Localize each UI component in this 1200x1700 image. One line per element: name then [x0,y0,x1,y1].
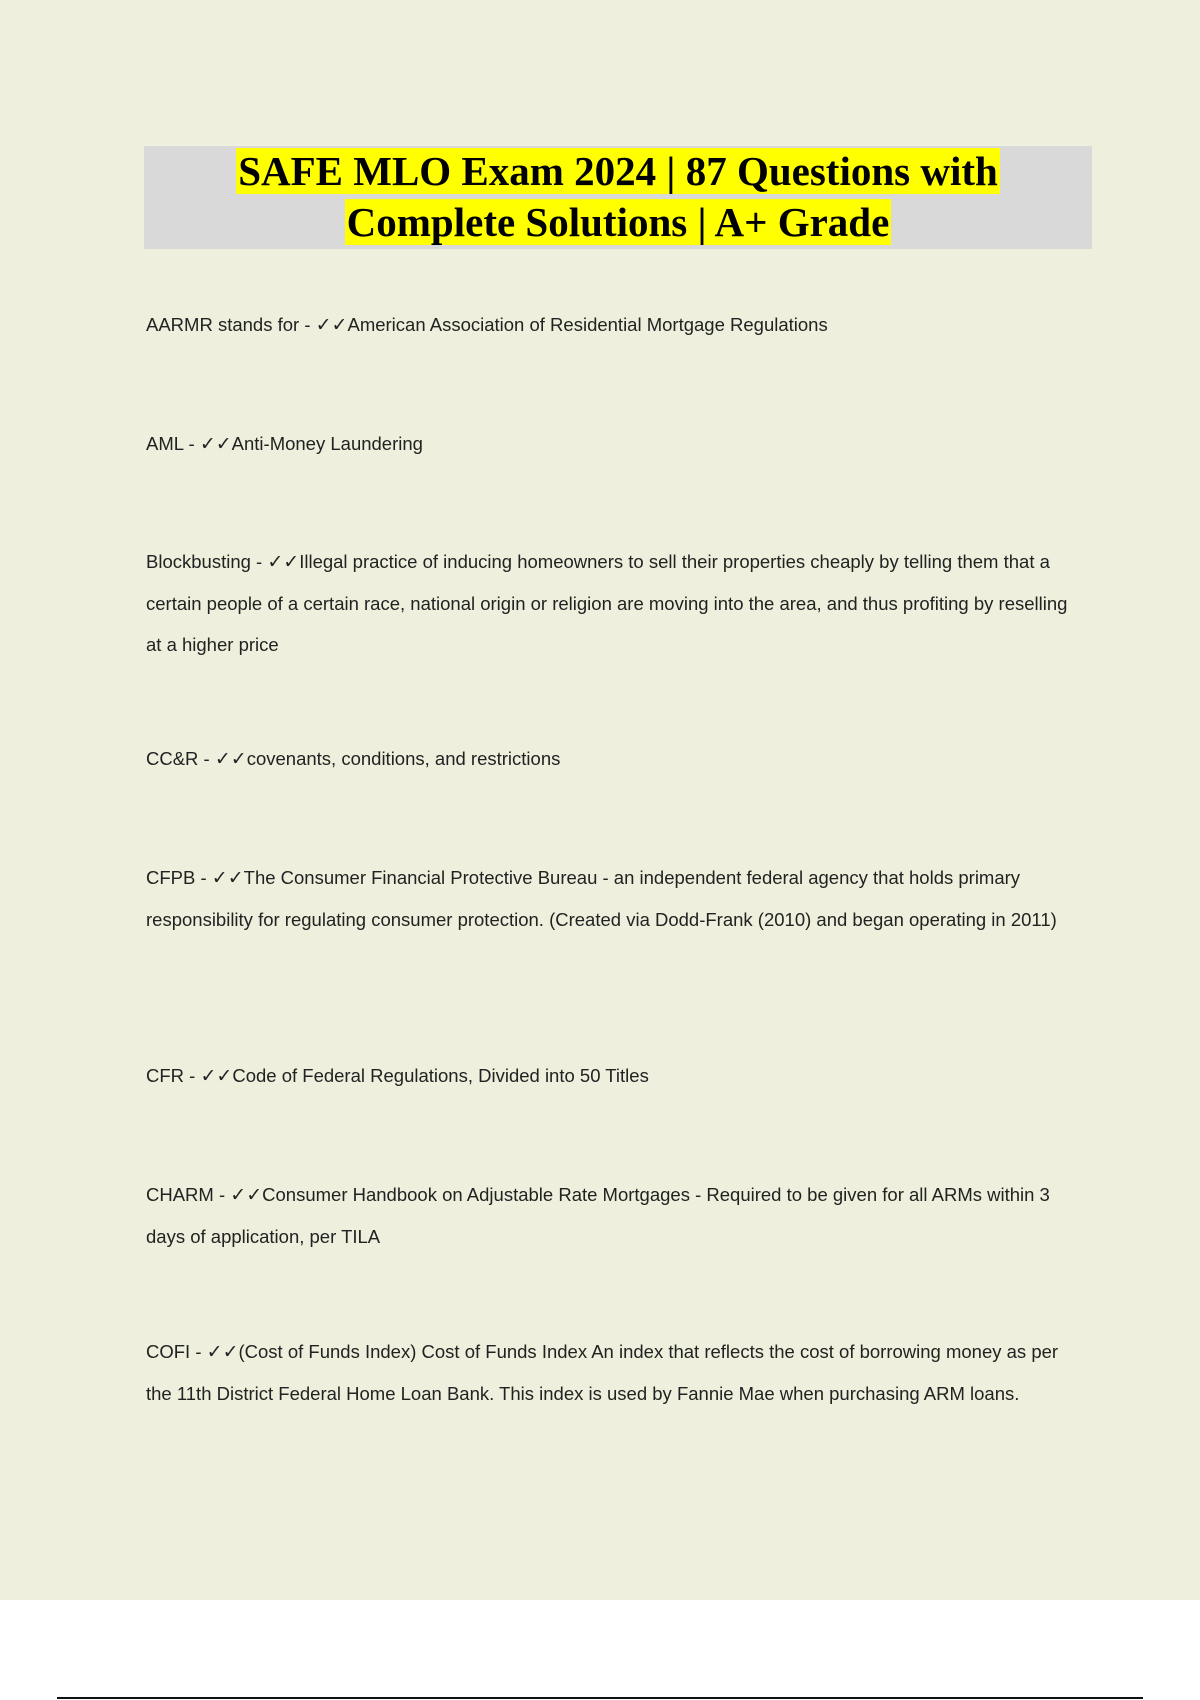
entry-definition: Code of Federal Regulations, Divided into 50 Titles [232,1065,649,1086]
double-check-icon: ✓✓ [206,1341,239,1363]
double-check-icon: ✓✓ [199,433,232,455]
entry-aarmr [146,304,1082,346]
entry-term: AARMR stands for [146,314,300,335]
entry-definition: Consumer Handbook on Adjustable Rate Mortgages - Required to be given for all ARMs within 3 days of application, per TILA [146,1184,1050,1247]
entry-separator: - [195,867,212,888]
entry-separator: - [250,551,268,572]
double-check-icon: ✓✓ [211,867,244,889]
entry-term: CHARM [146,1184,214,1205]
title-line-1-text: SAFE MLO Exam 2024 | 87 Questions with [238,148,998,194]
entry-cfpb [146,857,1082,940]
entry-blockbusting [146,541,1082,665]
entry-ccr [146,738,1082,780]
double-check-icon: ✓✓ [315,314,348,336]
entry-term: COFI [146,1341,191,1362]
double-check-icon: ✓✓ [200,1065,233,1087]
entry-definition: Illegal practice of inducing homeowners to sell their properties cheaply by telling them that a certain people of a certain race, national origin or religion are moving into the area, and thus profiting by reselling at a higher price [146,551,1068,655]
double-check-icon: ✓✓ [267,551,300,573]
entry-separator: - [213,1184,231,1205]
entry-charm [146,1174,1082,1257]
entry-term: CC&R [146,748,199,769]
entry-term: AML [146,433,184,454]
entry-separator: - [198,748,215,769]
title-line-2 [144,197,1092,248]
entry-term: CFR [146,1065,185,1086]
entry-cofi [146,1331,1082,1414]
footer-divider [57,1697,1143,1699]
entry-definition: Anti-Money Laundering [231,433,423,454]
entry-definition: covenants, conditions, and restrictions [246,748,561,769]
entry-separator: - [183,433,200,454]
entry-aml [146,423,1082,465]
double-check-icon: ✓✓ [214,748,247,770]
title-box [144,146,1092,249]
entry-separator: - [190,1341,207,1362]
entry-definition: The Consumer Financial Protective Bureau - an independent federal agency that holds primary responsibility for regulating consumer protection. (Created via Dodd-Frank (2010) and began operating in 2011) [146,867,1057,930]
entry-definition: American Association of Residential Mortgage Regulations [347,314,828,335]
title-line-2-text: Complete Solutions | A+ Grade [346,199,890,245]
title-line-1 [144,146,1092,197]
entry-term: Blockbusting [146,551,251,572]
entry-cfr [146,1055,1082,1097]
entry-definition: (Cost of Funds Index) Cost of Funds Index An index that reflects the cost of borrowing money as per the 11th District Federal Home Loan Bank. This index is used by Fannie Mae when purchasing ARM loans. [146,1341,1059,1404]
entry-term: CFPB [146,867,196,888]
entry-separator: - [184,1065,201,1086]
entry-separator: - [299,314,316,335]
double-check-icon: ✓✓ [230,1184,263,1206]
